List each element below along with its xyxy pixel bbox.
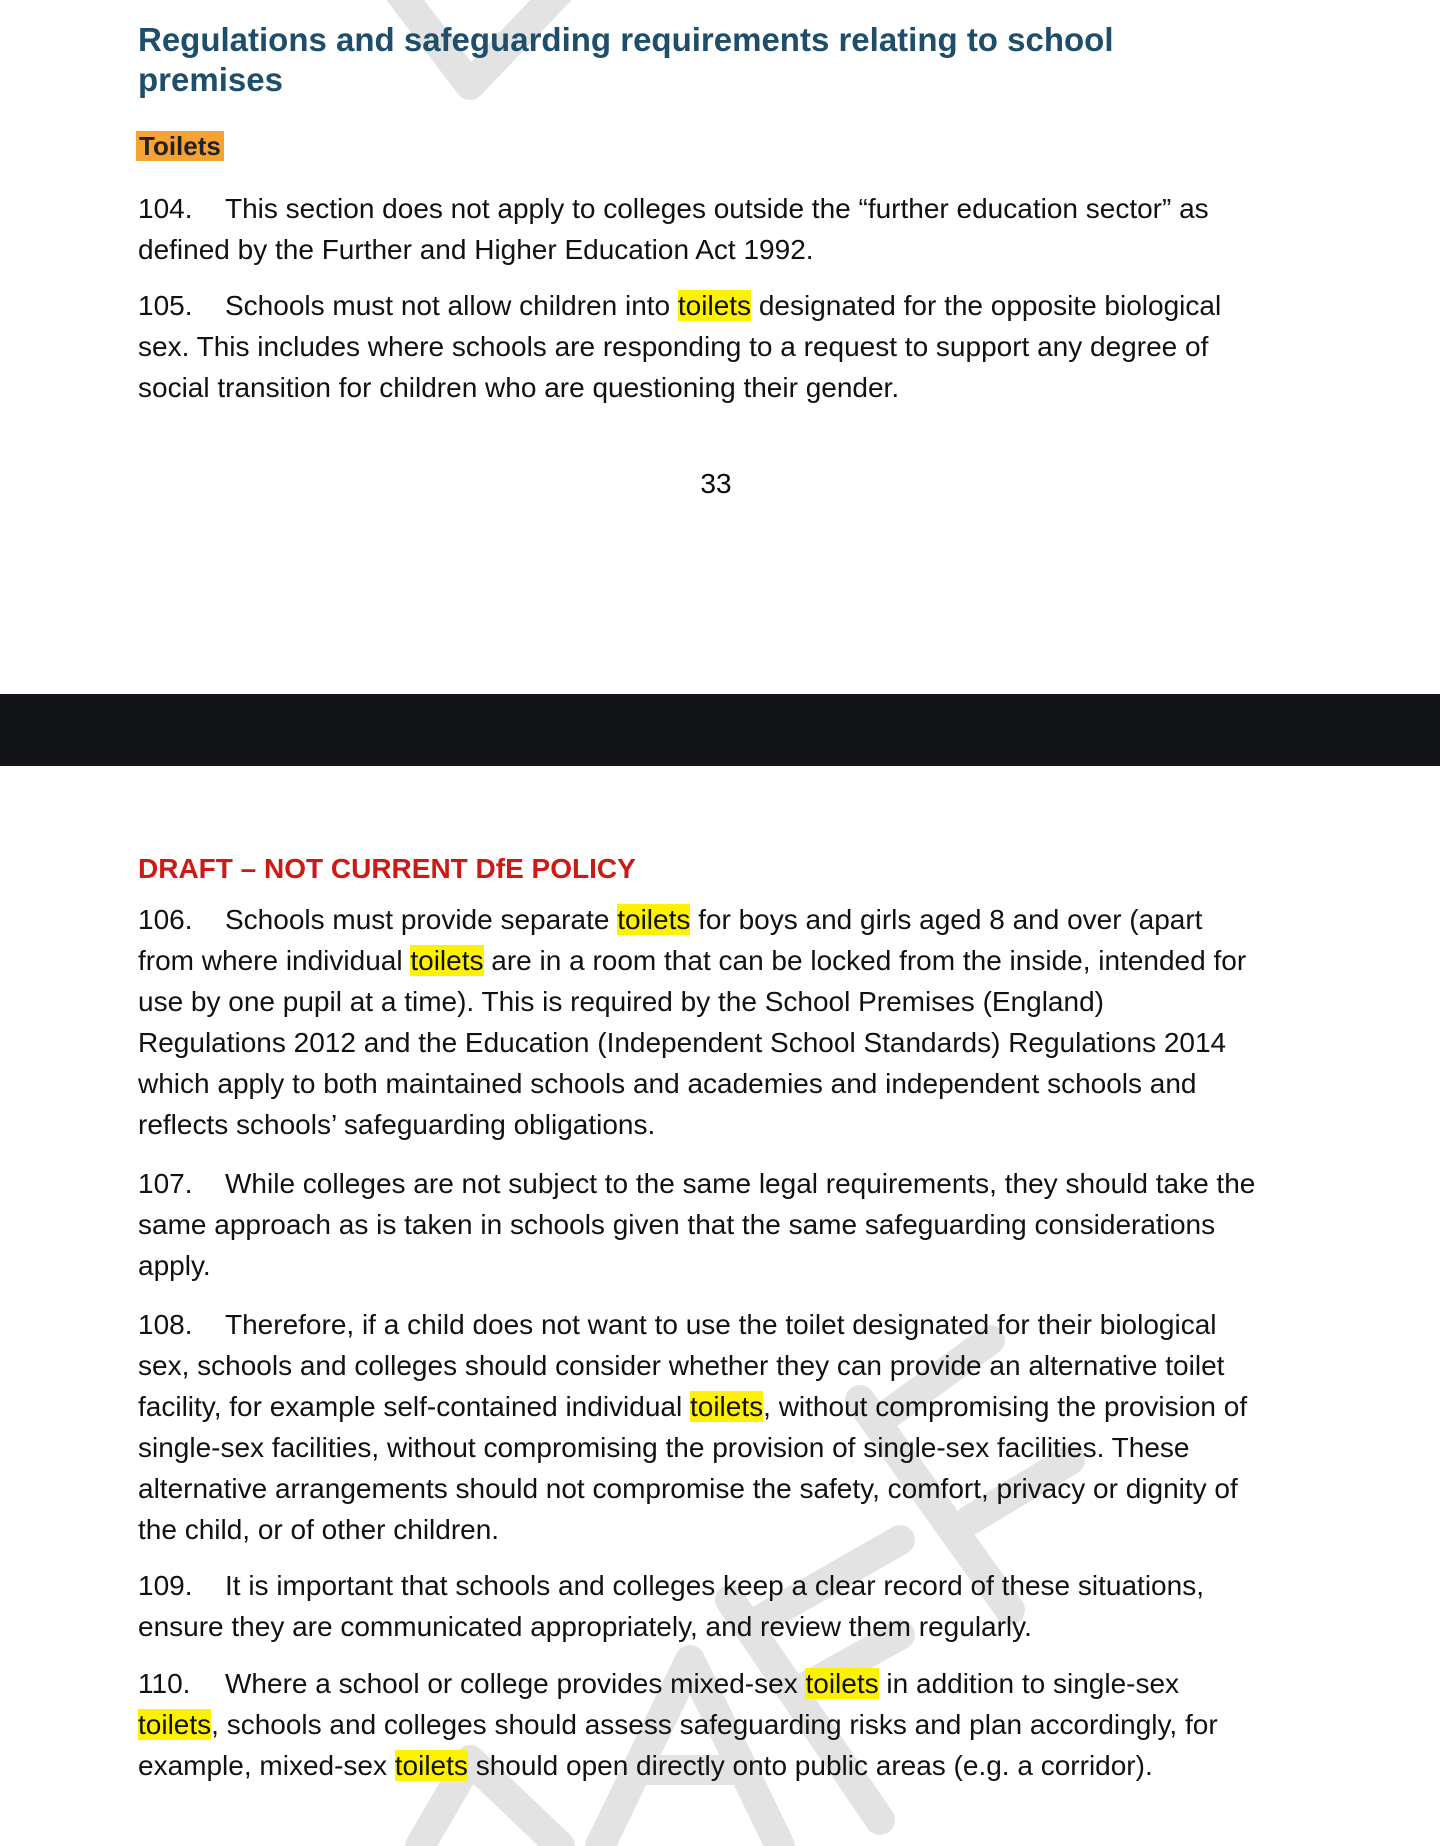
subsection-heading [136, 130, 224, 162]
paragraph-number: 105. [138, 290, 193, 321]
paragraph-number: 104. [138, 193, 193, 224]
paragraph-text: It is important that schools and colleges keep a clear record of these situations, ensure they are communicated appropriately, and review them regularly. [138, 1570, 1204, 1642]
paragraph-text: Schools must not allow children into [225, 290, 678, 321]
draft-label: DRAFT – NOT CURRENT DfE POLICY [138, 853, 636, 884]
paragraph-text: designated for the opposite biological sex. This includes where schools are responding to a request to support any degree of social transition for children who are questioning their gender. [138, 290, 1222, 403]
section-heading: Regulations and safeguarding requirements relating to school premises [138, 21, 1114, 98]
paragraph-number: 106. [138, 904, 193, 935]
paragraph-text: for boys and girls aged 8 and over (apart from where individual [138, 904, 1203, 976]
paragraph-104 [138, 188, 1258, 270]
highlighted-term: toilets [394, 1750, 468, 1781]
paragraph-text: While colleges are not subject to the same legal requirements, they should take the same approach as is taken in schools given that the same safeguarding considerations apply. [138, 1168, 1256, 1281]
paragraph-text: are in a room that can be locked from the inside, intended for use by one pupil at a time). This is required by the School Premises (England) Regulations 2012 and the Education (Independent School Standards) Regulations 2014 which apply to both maintained schools and academies and independent schools and reflects schools’ safeguarding obligations. [138, 945, 1247, 1140]
page-separator [0, 694, 1440, 766]
highlighted-term: toilets [617, 904, 691, 935]
paragraph-text: Schools must provide separate [225, 904, 618, 935]
paragraph-105 [138, 285, 1258, 408]
highlighted-subheading: Toilets [136, 131, 224, 161]
paragraph-number: 109. [138, 1570, 193, 1601]
paragraph-107 [138, 1163, 1258, 1286]
paragraph-text: should open directly onto public areas (e.g. a corridor). [467, 1750, 1153, 1781]
highlighted-term: toilets [689, 1391, 764, 1422]
highlighted-term: toilets [677, 290, 752, 321]
highlighted-term: toilets [410, 945, 484, 976]
paragraph-text: in addition to single-sex [878, 1668, 1180, 1699]
paragraph-text: Therefore, if a child does not want to use the toilet designated for their biological sex, schools and colleges should consider whether they can provide an alternative toilet facility, for example self-contained individual [138, 1309, 1225, 1422]
paragraph-text: Where a school or college provides mixed-sex [225, 1668, 806, 1699]
highlighted-term: toilets [805, 1668, 879, 1699]
paragraph-text: , without compromising the provision of single-sex facilities, without compromising the provision of single-sex facilities. These alternative arrangements should not compromise the safety, comfort, privacy or dignity of the child, or of other children. [138, 1391, 1248, 1545]
paragraph-109 [138, 1565, 1258, 1647]
highlighted-term: toilets [138, 1709, 212, 1740]
page-number: 33 [700, 468, 732, 499]
paragraph-108 [138, 1304, 1258, 1550]
paragraph-number: 107. [138, 1168, 193, 1199]
paragraph-text: , schools and colleges should assess safeguarding risks and plan accordingly, for example, mixed-sex [138, 1709, 1218, 1781]
document-page-top [0, 0, 1440, 694]
paragraph-number: 108. [138, 1309, 193, 1340]
paragraph-text: This section does not apply to colleges outside the “further education sector” as defined by the Further and Higher Education Act 1992. [138, 193, 1209, 265]
paragraph-number: 110. [138, 1668, 191, 1699]
paragraph-106 [138, 899, 1258, 1145]
paragraph-110 [138, 1663, 1258, 1786]
